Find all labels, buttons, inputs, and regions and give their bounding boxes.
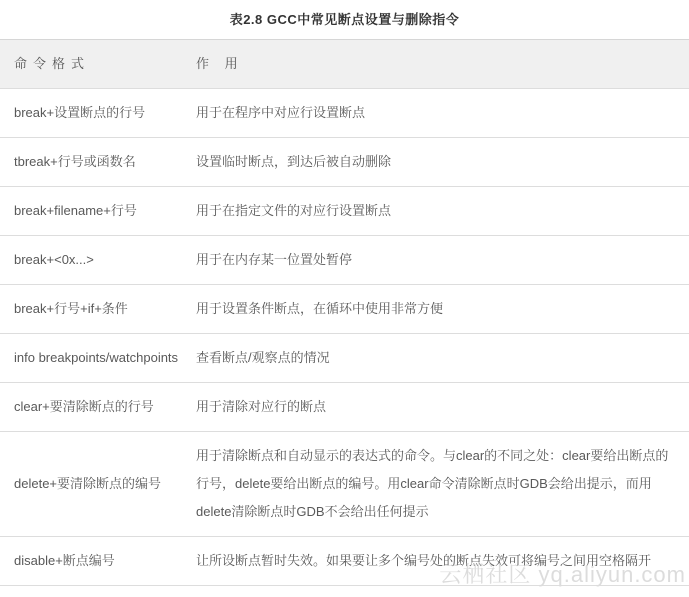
header-command-format: 命令格式 xyxy=(14,56,91,71)
table-row xyxy=(0,383,689,432)
breakpoint-commands-table xyxy=(0,39,689,586)
command-cell: break+<0x...> xyxy=(14,252,94,267)
command-cell: break+行号+if+条件 xyxy=(14,301,128,316)
command-cell: break+filename+行号 xyxy=(14,203,137,218)
command-cell: tbreak+行号或函数名 xyxy=(14,154,136,169)
command-cell: delete+要清除断点的编号 xyxy=(14,476,162,491)
table-row xyxy=(0,285,689,334)
effect-cell: 查看断点/观察点的情况 xyxy=(196,350,330,365)
effect-cell: 用于在程序中对应行设置断点 xyxy=(196,105,366,120)
effect-cell: 用于清除对应行的断点 xyxy=(196,399,327,414)
header-effect: 作 用 xyxy=(196,56,244,71)
command-cell: clear+要清除断点的行号 xyxy=(14,399,154,414)
table-row xyxy=(0,138,689,187)
table-row xyxy=(0,236,689,285)
effect-cell: 用于清除断点和自动显示的表达式的命令。与clear的不同之处：clear要给出断点的行号，delete要给出断点的编号。用clear命令清除断点时GDB会给出提示，而用delete清除断点时GDB不会给出任何提示 xyxy=(196,448,669,519)
table-header-row xyxy=(0,40,689,89)
table-row xyxy=(0,187,689,236)
command-cell: info breakpoints/watchpoints xyxy=(14,350,179,365)
watermark: 云栖社区 yq.aliyun.com xyxy=(439,562,686,587)
command-cell: break+设置断点的行号 xyxy=(14,105,146,120)
effect-cell: 让所设断点暂时失效。如果要让多个编号处的断点失效可将编号之间用空格隔开 xyxy=(196,553,652,568)
table-row xyxy=(0,432,689,537)
effect-cell: 用于在指定文件的对应行设置断点 xyxy=(196,203,392,218)
effect-cell: 用于设置条件断点，在循环中使用非常方便 xyxy=(196,301,444,316)
command-cell: disable+断点编号 xyxy=(14,553,115,568)
effect-cell: 用于在内存某一位置处暂停 xyxy=(196,252,353,267)
table-row xyxy=(0,89,689,138)
table-row xyxy=(0,537,689,585)
effect-cell: 设置临时断点，到达后被自动删除 xyxy=(196,154,392,169)
table-title: 表2.8 GCC中常见断点设置与删除指令 xyxy=(229,12,460,27)
table-body xyxy=(0,89,689,585)
table-row xyxy=(0,334,689,383)
